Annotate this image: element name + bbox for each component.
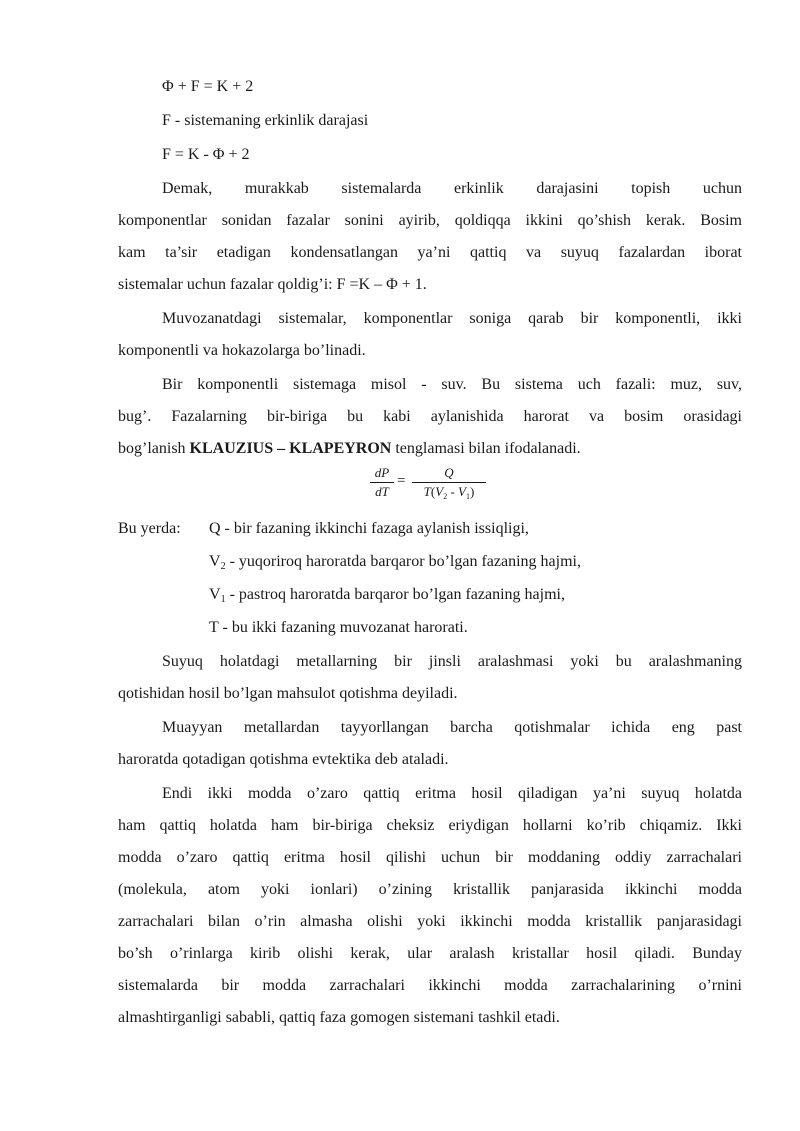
paragraph-line: Demak, murakkab sistemalarda erkinlik darajasini topish uchun <box>162 180 742 197</box>
paragraph-line: qotishidan hosil bo’lgan mahsulot qotishma deyiladi. <box>118 685 458 702</box>
paragraph-line: sistemalar uchun fazalar qoldig’i: F =K – Φ + 1. <box>118 276 427 293</box>
paragraph-line: kam ta’sir etadigan kondensatlangan ya’ni qattiq va suyuq fazalardan iborat <box>118 244 742 261</box>
formula-line-phase-rule: Φ + F = K + 2 <box>162 78 254 95</box>
definition-line: F - sistemaning erkinlik darajasi <box>162 112 369 129</box>
paragraph-line: bo’sh o’rinlarga kirib olishi kerak, ular aralash kristallar hosil qiladi. Bunday <box>118 945 742 962</box>
legend-v2: $V_2$ - yuqoriroq haroratda barqaror bo’lgan fazaning hajmi, <box>209 553 581 572</box>
rhs-fraction: $\frac{Q}{T(V_2 - V_1)}$ <box>412 465 486 500</box>
klauzius-line: bog’lanish KLAUZIUS – KLAPEYRON tenglamasi bilan ifodalanadi. <box>118 440 581 457</box>
paragraph-line: almashtirganligi sababli, qattiq faza gomogen sistemani tashkil etadi. <box>118 1009 560 1026</box>
legend-t: T - bu ikki fazaning muvozanat harorati. <box>209 619 468 636</box>
paragraph-line: sistemalarda bir modda zarrachalari ikkinchi modda zarrachalarining o’rnini <box>118 977 742 994</box>
equals-sign: = <box>397 473 406 489</box>
clausius-clapeyron-equation <box>370 465 510 505</box>
legend-prefix: Bu yerda: <box>118 520 181 537</box>
paragraph-line: haroratda qotadigan qotishma evtektika deb ataladi. <box>118 751 449 768</box>
paragraph-line: Muvozanatdagi sistemalar, komponentlar soniga qarab bir komponentli, ikki <box>162 310 742 327</box>
paragraph-line: zarrachalari bilan o’rin almasha olishi yoki ikkinchi modda kristallik panjarasidagi <box>118 913 742 930</box>
formula-line-degrees: F = K - Φ + 2 <box>162 146 250 163</box>
klauzius-klapeyron-term: KLAUZIUS – KLAPEYRON <box>189 440 392 457</box>
paragraph-line: Endi ikki modda o’zaro qattiq eritma hosil qiladigan ya’ni suyuq holatda <box>162 785 742 802</box>
paragraph-line: Bir komponentli sistemaga misol - suv. Bu sistema uch fazali: muz, suv, <box>162 376 742 393</box>
paragraph-line: komponentli va hokazolarga bo’linadi. <box>118 342 366 359</box>
paragraph-line: (molekula, atom yoki ionlari) o’zining kristallik panjarasida ikkinchi modda <box>118 881 742 898</box>
legend-q: Q - bir fazaning ikkinchi fazaga aylanish issiqligi, <box>209 520 529 537</box>
legend-v1: $V_1$ - pastroq haroratda barqaror bo’lgan fazaning hajmi, <box>209 586 565 605</box>
paragraph-line: modda o’zaro qattiq eritma hosil qilishi uchun bir moddaning oddiy zarrachalari <box>118 849 742 866</box>
lhs-fraction: $\frac{dP}{dT}$ <box>370 465 394 500</box>
paragraph-line: Suyuq holatdagi metallarning bir jinsli aralashmasi yoki bu aralashmaning <box>162 653 742 670</box>
paragraph-line: komponentlar sonidan fazalar sonini ayirib, qoldiqqa ikkini qo’shish kerak. Bosim <box>118 212 742 229</box>
paragraph-line: bug’. Fazalarning bir-biriga bu kabi aylanishida harorat va bosim orasidagi <box>118 408 742 425</box>
paragraph-line: Muayyan metallardan tayyorllangan barcha qotishmalar ichida eng past <box>162 719 742 736</box>
rhs-denominator: $T(V_2 - V_1)$ <box>423 484 475 501</box>
paragraph-line: ham qattiq holatda ham bir-biriga cheksiz eriydigan hollarni ko’rib chiqamiz. Ikki <box>118 817 742 834</box>
